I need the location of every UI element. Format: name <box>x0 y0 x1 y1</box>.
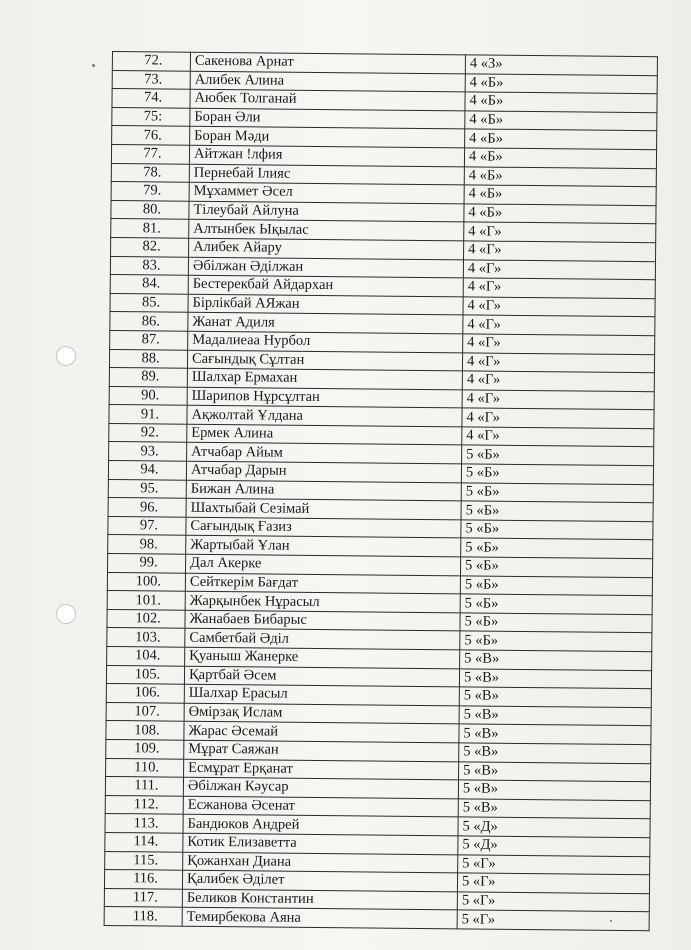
row-number-cell: 80. <box>111 200 189 219</box>
class-cell: 5 «В» <box>458 799 650 819</box>
table-row <box>104 907 649 931</box>
student-name-cell: Мұрат Саяжан <box>184 740 459 761</box>
row-number-cell: 94. <box>108 461 186 480</box>
class-cell: 4 «Г» <box>463 297 655 317</box>
class-cell: 5 «Б» <box>460 631 652 651</box>
row-number-cell: 74. <box>112 89 190 108</box>
class-cell: 4 «Б» <box>465 73 657 93</box>
row-number-cell: 108. <box>106 721 184 740</box>
student-name-cell: Тілеубай Айлуна <box>189 201 464 222</box>
row-number-cell: 81. <box>111 219 189 238</box>
class-cell: 5 «В» <box>460 650 652 670</box>
class-cell: 4 «Б» <box>465 92 657 112</box>
student-name-cell: Әбілжан Әділжан <box>188 257 463 278</box>
row-number-cell: 98. <box>108 535 186 554</box>
student-name-cell: Әбілжан Кәусар <box>183 777 458 798</box>
row-number-cell: 75: <box>112 107 190 126</box>
student-name-cell: Сакенова Арнат <box>190 52 465 73</box>
row-number-cell: 82. <box>111 237 189 256</box>
row-number-cell: 107. <box>106 702 184 721</box>
student-name-cell: Бестерекбай Айдархан <box>188 275 463 296</box>
row-number-cell: 96. <box>108 498 186 517</box>
student-name-cell: Шалхар Ерасыл <box>184 684 459 705</box>
class-cell: 4 «Г» <box>463 315 655 335</box>
student-name-cell: Жарас Әсемай <box>184 722 459 743</box>
class-cell: 4 «Г» <box>463 259 655 279</box>
class-cell: 4 «Б» <box>464 166 656 186</box>
student-name-cell: Пернебай Ілияс <box>189 164 464 185</box>
class-cell: 5 «Б» <box>462 445 654 465</box>
class-cell: 5 «Б» <box>460 557 652 577</box>
class-cell: 4 «Г» <box>462 352 654 372</box>
student-name-cell: Атчабар Дарын <box>186 461 461 482</box>
row-number-cell: 90. <box>109 386 187 405</box>
class-cell: 5 «Б» <box>461 538 653 558</box>
row-number-cell: 117. <box>104 888 182 907</box>
class-cell: 4 «Г» <box>463 278 655 298</box>
student-name-cell: Қартбай Әсем <box>184 666 459 687</box>
row-number-cell: 118. <box>104 907 182 926</box>
student-name-cell: Самбетбай Әділ <box>185 629 460 650</box>
class-cell: 5 «Г» <box>457 910 649 930</box>
class-cell: 5 «Б» <box>461 464 653 484</box>
row-number-cell: 79. <box>111 182 189 201</box>
class-cell: 5 «В» <box>459 706 651 726</box>
student-name-cell: Боран Әли <box>190 108 465 129</box>
row-number-cell: 112. <box>105 795 183 814</box>
row-number-cell: 104. <box>107 646 185 665</box>
row-number-cell: 99. <box>107 554 185 573</box>
student-name-cell: Жарқынбек Нұрасыл <box>185 591 460 612</box>
student-name-cell: Атчабар Айым <box>187 443 462 464</box>
student-name-cell: Жанат Адиля <box>188 313 463 334</box>
class-cell: 4 «Г» <box>463 334 655 354</box>
student-name-cell: Бірлікбай АЯжан <box>188 294 463 315</box>
student-name-cell: Боран Мәди <box>190 127 465 148</box>
ink-speck <box>92 64 95 67</box>
class-cell: 5 «Г» <box>457 892 649 912</box>
student-name-cell: Қуаныш Жанерке <box>185 647 460 668</box>
student-name-cell: Есмұрат Ерқанат <box>184 759 459 780</box>
class-cell: 4 «Б» <box>464 204 656 224</box>
student-name-cell: Котик Елизаветта <box>183 833 458 854</box>
row-number-cell: 73. <box>112 70 190 89</box>
student-name-cell: Темирбекова Аяна <box>182 908 457 929</box>
row-number-cell: 111. <box>105 777 183 796</box>
student-name-cell: Шарипов Нұрсұлтан <box>187 387 462 408</box>
row-number-cell: 109. <box>106 739 184 758</box>
row-number-cell: 115. <box>105 851 183 870</box>
row-number-cell: 72. <box>112 52 190 71</box>
student-name-cell: Жанабаев Бибарыс <box>185 610 460 631</box>
class-cell: 5 «В» <box>459 687 651 707</box>
class-cell: 4 «Г» <box>462 408 654 428</box>
student-name-cell: Аюбек Толганай <box>190 89 465 110</box>
class-cell: 5 «Д» <box>458 836 650 856</box>
student-name-cell: Ермек Алина <box>187 424 462 445</box>
class-cell: 4 «Г» <box>464 241 656 261</box>
row-number-cell: 100. <box>107 572 185 591</box>
row-number-cell: 106. <box>106 684 184 703</box>
class-cell: 4 «Б» <box>465 129 657 149</box>
row-number-cell: 87. <box>110 330 188 349</box>
row-number-cell: 78. <box>111 163 189 182</box>
row-number-cell: 93. <box>109 442 187 461</box>
student-name-cell: Мадалиеаа Нурбол <box>188 331 463 352</box>
row-number-cell: 114. <box>105 832 183 851</box>
class-cell: 5 «Г» <box>457 873 649 893</box>
class-cell: 5 «Б» <box>460 575 652 595</box>
class-cell: 4 «Б» <box>465 111 657 131</box>
class-cell: 5 «Б» <box>460 613 652 633</box>
class-cell: 4 «Г» <box>462 371 654 391</box>
row-number-cell: 77. <box>111 144 189 163</box>
class-cell: 5 «В» <box>459 724 651 744</box>
student-name-cell: Сағындық Сұлтан <box>187 350 462 371</box>
row-number-cell: 91. <box>109 405 187 424</box>
row-number-cell: 76. <box>112 126 190 145</box>
row-number-cell: 95. <box>108 479 186 498</box>
row-number-cell: 89. <box>109 368 187 387</box>
student-name-cell: Есжанова Әсенат <box>183 796 458 817</box>
row-number-cell: 101. <box>107 591 185 610</box>
student-name-cell: Сағындық Ғазиз <box>186 517 461 538</box>
row-number-cell: 88. <box>109 349 187 368</box>
student-name-cell: Шахтыбай Сезімай <box>186 498 461 519</box>
row-number-cell: 103. <box>107 628 185 647</box>
class-cell: 4 «Г» <box>464 222 656 242</box>
student-name-cell: Бандюков Андрей <box>183 815 458 836</box>
row-number-cell: 113. <box>105 814 183 833</box>
student-name-cell: Алибек Айару <box>189 238 464 259</box>
class-cell: 5 «В» <box>459 761 651 781</box>
class-cell: 5 «Г» <box>458 854 650 874</box>
class-cell: 4 «Б» <box>464 185 656 205</box>
row-number-cell: 116. <box>104 870 182 889</box>
student-name-cell: Қожанхан Диана <box>183 852 458 873</box>
student-name-cell: Өмірзақ Ислам <box>184 703 459 724</box>
row-number-cell: 86. <box>110 312 188 331</box>
class-cell: 4 «З» <box>465 55 657 75</box>
class-cell: 4 «Б» <box>464 148 656 168</box>
student-name-cell: Айтжан !лфия <box>189 145 464 166</box>
student-roster-table <box>104 51 658 931</box>
class-cell: 5 «Б» <box>460 594 652 614</box>
row-number-cell: 110. <box>106 758 184 777</box>
student-name-cell: Ақжолтай Ұлдана <box>187 406 462 427</box>
student-name-cell: Дал Акерке <box>185 554 460 575</box>
row-number-cell: 84. <box>110 275 188 294</box>
class-cell: 5 «Д» <box>458 817 650 837</box>
class-cell: 5 «В» <box>459 743 651 763</box>
student-name-cell: Қалибек Әділет <box>182 870 457 891</box>
student-name-cell: Бижан Алина <box>186 480 461 501</box>
row-number-cell: 97. <box>108 516 186 535</box>
class-cell: 5 «Б» <box>461 483 653 503</box>
class-cell: 4 «Г» <box>462 390 654 410</box>
punch-hole-upper <box>56 346 76 366</box>
row-number-cell: 105. <box>106 665 184 684</box>
student-name-cell: Алтынбек Ықылас <box>189 220 464 241</box>
class-cell: 5 «Б» <box>461 520 653 540</box>
student-name-cell: Жартыбай Ұлан <box>186 536 461 557</box>
row-number-cell: 102. <box>107 609 185 628</box>
roster-body <box>104 52 657 931</box>
punch-hole-lower <box>56 604 76 624</box>
student-name-cell: Мұхаммет Әсел <box>189 182 464 203</box>
student-name-cell: Беликов Константин <box>182 889 457 910</box>
student-name-cell: Алибек Алина <box>190 71 465 92</box>
row-number-cell: 92. <box>109 423 187 442</box>
student-name-cell: Шалхар Ермахан <box>187 368 462 389</box>
class-cell: 4 «Г» <box>462 427 654 447</box>
row-number-cell: 83. <box>110 256 188 275</box>
class-cell: 5 «Б» <box>461 501 653 521</box>
student-name-cell: Сейткерім Бағдат <box>185 573 460 594</box>
class-cell: 5 «В» <box>459 668 651 688</box>
class-cell: 5 «В» <box>458 780 650 800</box>
row-number-cell: 85. <box>110 293 188 312</box>
